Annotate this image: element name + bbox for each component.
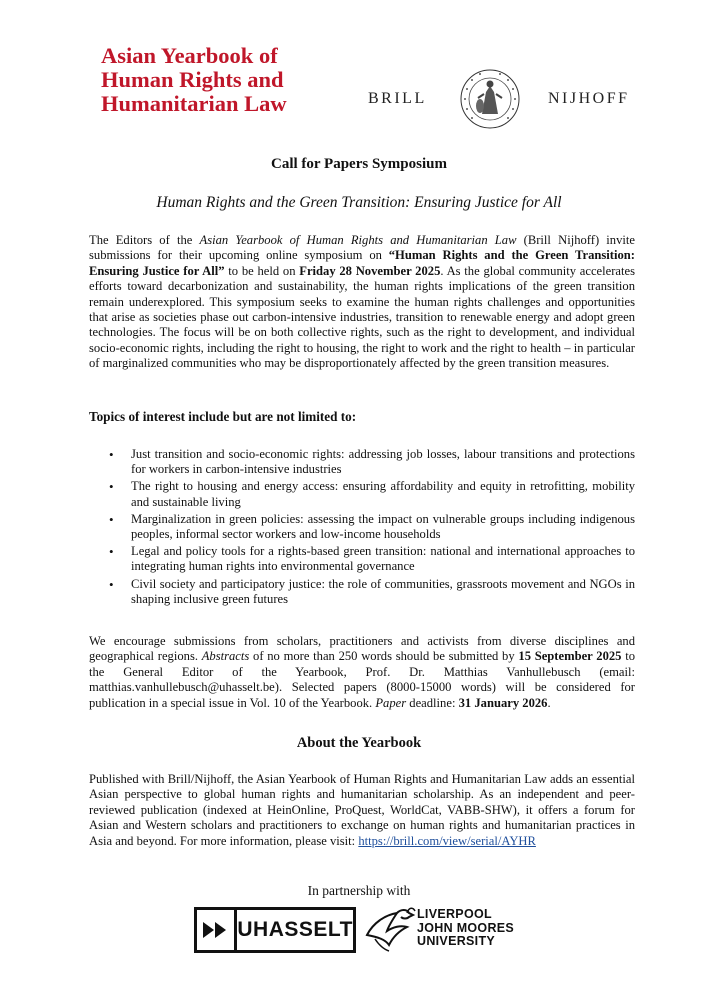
- yearbook-title-line-3: Humanitarian Law: [101, 91, 287, 116]
- paper-deadline: 31 January 2026: [458, 695, 548, 710]
- call-heading: Call for Papers Symposium: [271, 156, 447, 172]
- intro-paragraph: [89, 233, 635, 372]
- brill-nijhoff-logo: [368, 68, 630, 130]
- paper-word: Paper: [375, 695, 407, 710]
- ljmu-line-1: LIVERPOOL: [417, 907, 492, 921]
- submission-text-4: deadline:: [406, 695, 459, 710]
- list-item: • The right to housing and energy access: ensuring affordability and equity in retrofitting, mobility and sustainable living: [131, 479, 635, 509]
- yearbook-title: [101, 44, 351, 116]
- submission-paragraph: [89, 634, 635, 711]
- topics-heading: Topics of interest include but are not limited to:: [89, 409, 357, 424]
- submission-text-3: to the General Editor of the Yearbook, Prof. Dr. Matthias Vanhullebusch (email: matthias.vanhullebusch@uhasselt.be). Selected papers (8000-15000 words) will be considered for publication in a special issue in Vol. 10 of the Yearbook.: [89, 649, 635, 710]
- list-item: • Legal and policy tools for a rights-based green transition: national and international approaches to integrating human rights into environmental governance: [131, 544, 635, 574]
- list-item: • Civil society and participatory justice: the role of communities, grassroots movement and NGOs in shaping inclusive green futures: [131, 577, 635, 607]
- uhasselt-wordmark: UHASSELT: [237, 918, 353, 941]
- publisher-brill: BRILL: [368, 90, 427, 107]
- yearbook-title-line-2: Human Rights and: [101, 67, 284, 92]
- about-heading: About the Yearbook: [296, 735, 422, 751]
- intro-text-1: The Editors of the: [89, 233, 200, 247]
- fast-forward-icon: [197, 910, 237, 950]
- yearbook-title-line-1: Asian Yearbook of: [101, 43, 278, 68]
- yearbook-link[interactable]: https://brill.com/view/serial/AYHR: [358, 833, 536, 848]
- intro-text-3: to be held on: [224, 263, 300, 278]
- abstracts-word: Abstracts: [201, 649, 250, 664]
- list-item: • Just transition and socio-economic rights: addressing job losses, labour transitions and protections for workers in carbon-intensive industries: [131, 447, 635, 477]
- about-text: Published with Brill/Nijhoff, the Asian Yearbook of Human Rights and Humanitarian Law adds an essential Asian perspective to global human rights and humanitarian scholarship. As an independent and peer-reviewed publication (indexed at HeinOnline, ProQuest, WorldCat, VABB-SHW), it offers a forum for Asian and Western scholars and practitioners to exchange on human rights and humanitarian practices in Asia and beyond. For more information, please visit:: [89, 772, 635, 848]
- intro-text-2: (Brill Nijhoff) invite submissions for their upcoming online symposium on: [89, 233, 635, 263]
- pallas-seal-icon: [456, 68, 524, 130]
- symposium-subtitle: Human Rights and the Green Transition: Ensuring Justice for All: [156, 194, 562, 211]
- uhasselt-logo: [194, 907, 356, 953]
- partnership-label: In partnership with: [307, 883, 411, 898]
- yearbook-name: Asian Yearbook of Human Rights and Humanitarian Law: [199, 233, 517, 247]
- ljmu-logo: [363, 905, 533, 955]
- publisher-nijhoff: NIJHOFF: [548, 90, 630, 107]
- submission-text-2: of no more than 250 words should be submitted by: [249, 649, 519, 664]
- list-item: • Marginalization in green policies: assessing the impact on vulnerable groups including indigenous peoples, informal sector workers and low-income households: [131, 512, 635, 542]
- topics-list: [131, 447, 635, 609]
- ljmu-line-2: JOHN MOORES: [417, 920, 515, 935]
- liver-bird-icon: [363, 905, 417, 953]
- ljmu-line-3: UNIVERSITY: [417, 934, 496, 948]
- abstract-deadline: 15 September 2025: [518, 649, 622, 664]
- submission-text-5: .: [547, 695, 551, 710]
- symposium-date: Friday 28 November 2025: [299, 263, 441, 278]
- ljmu-wordmark: [417, 908, 514, 949]
- submission-text-1: We encourage submissions from scholars, practitioners and activists from diverse disciplines and geographical regions.: [89, 634, 635, 664]
- symposium-title: “Human Rights and the Green Transition: Ensuring Justice for All”: [89, 248, 635, 278]
- intro-text-4: . As the global community accelerates efforts toward decarbonization and sustainability, the human rights implications of the green transition remain underexplored. This symposium seeks to examine the human rights challenges and opportunities that arise as societies phase out carbon-intensive industries, transition to renewable energy and adopt green technologies. The focus will be on both collective rights, such as the right to development, and individual socio-economic rights, including the right to housing, the right to work and the right to health – in particular of marginalized communities who may be disproportionately affected by the green transition measures.: [89, 263, 635, 371]
- about-paragraph: [89, 772, 635, 849]
